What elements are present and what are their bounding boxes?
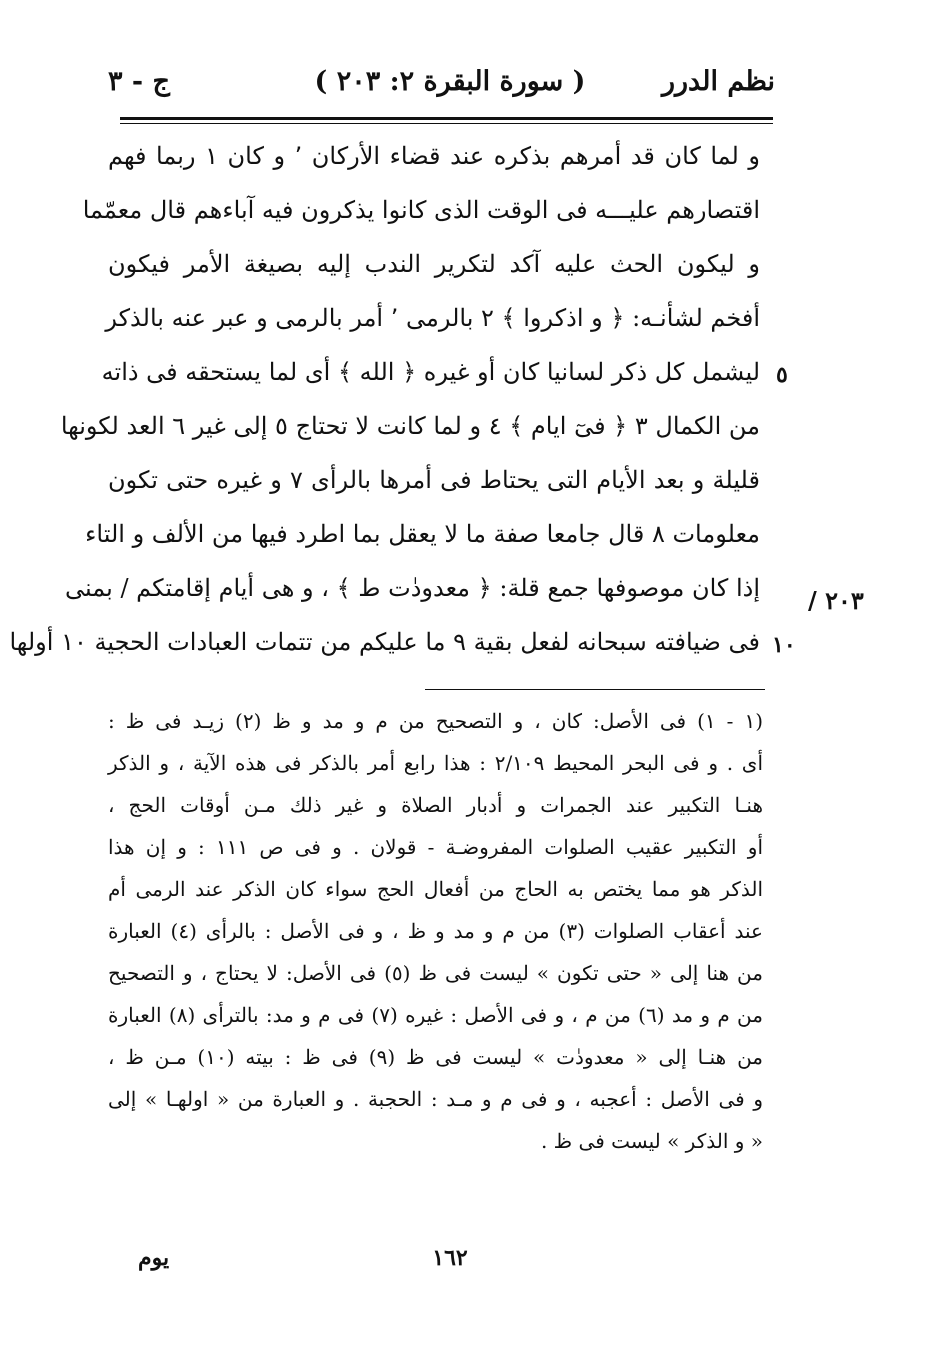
main-text-line: أفخم لشأنـه: ﴿ و اذكروا ﴾ ٢ بالرمى ٬ أمر بالرمى و عبر عنه بالذكر [105, 304, 760, 332]
header-rule-thin [120, 123, 773, 124]
footnote-separator [425, 689, 765, 690]
main-text-line: و لما كان قد أمرهم بذكره عند قضاء الأركان ٬ و كان ١ ربما فهم [108, 142, 761, 170]
footnote-line: أى . و فى البحر المحيط ٢/١٠٩ : هذا رابع أمر بالذكر فى هذه الآية ، و الذكر [108, 751, 764, 775]
footnote-line: الذكر هو مما يختص به الحاج من أفعال الحج سواء كان الذكر عند الرمى أم [108, 877, 763, 901]
footnote-line: « و الذكر » ليست فى ظ . [540, 1129, 763, 1153]
volume-number: ج - ٣ [108, 66, 170, 97]
main-text-line: ليشمل كل ذكر لسانيا كان أو غيره ﴿ الله ﴾ أى لما يستحقه فى ذاته [101, 358, 760, 386]
catchword: يوم [138, 1245, 170, 1271]
header-rule-thick [120, 117, 773, 120]
book-title: نظم الدرر [661, 66, 775, 97]
surah-reference: ( سورة البقرة ٢: ٢٠٣ ) [314, 66, 586, 97]
footnote-line: من هنـا إلى « معدودٰت » ليست فى ظ (٩) فى ظ : بيته (١٠) مـن ظ ، [108, 1045, 764, 1069]
main-text-line: من الكمال ٣ ﴿ فىٓ ايام ﴾ ٤ و لما كانت لا تحتاج ٥ إلى غير ٦ العد لكونها [60, 412, 760, 440]
main-text-line: إذا كان موصوفها جمع قلة: ﴿ معدودٰت ط ﴾ ، و هى أيام إقامتكم / بمنى [65, 574, 760, 602]
footnote-line: هنـا التكبير عند الجمرات و أدبار الصلاة و غير ذلك مـن أوقات الحج ، [108, 793, 763, 817]
footnote-line: أو التكبير عقيب الصلوات المفروضـة - قولان . و فى ص ١١١ : و إن هذا [108, 835, 764, 859]
main-text-line: معلومات ٨ قال جامعا صفة ما لا يعقل بما اطرد فيها من الألف و التاء [85, 520, 760, 548]
main-text-line: اقتصارهم عليـــه فى الوقت الذى كانوا يذكرون فيه آباءهم قال معمّما [82, 196, 760, 224]
main-text-line: و ليكون الحث عليه آكد لتكرير الندب إليه بصيغة الأمر فيكون [108, 250, 760, 278]
footnote-line: و فى الأصل : أعجبه ، و فى م و مـد : الحجبة . و العبارة من « اولهـا » إلى [108, 1087, 763, 1111]
page-number: ١٦٢ [432, 1245, 468, 1271]
verse-margin-reference: ٢٠٣ / [808, 586, 864, 615]
footnote-line: (١ - ١) فى الأصل: كان ، و التصحيح من م و مد و ظ (٢) زيـد فى ظ : [108, 709, 763, 733]
main-text-line: فى ضيافته سبحانه لفعل بقية ٩ ما عليكم من تتمات العبادات الحجية ١٠ أولها [9, 628, 760, 656]
footnote-line: من م و مد (٦) من م ، و فى الأصل : غيره (٧) فى م و مد: بالترأى (٨) العبارة [108, 1003, 763, 1027]
line-number-10: ١٠ [772, 632, 796, 658]
line-number-5: ٥ [776, 362, 788, 388]
footnote-line: من هنا إلى « حتى تكون » ليست فى ظ (٥) فى الأصل: لا يحتاج ، و التصحيح [108, 961, 763, 985]
main-text-line: قليلة و بعد الأيام التى يحتاط فى أمرها بالرأى ٧ و غيره حتى تكون [108, 466, 760, 494]
footnote-line: عند أعقاب الصلوات (٣) من م و مد و ظ ، و فى الأصل : بالرأى (٤) العبارة [108, 919, 763, 943]
